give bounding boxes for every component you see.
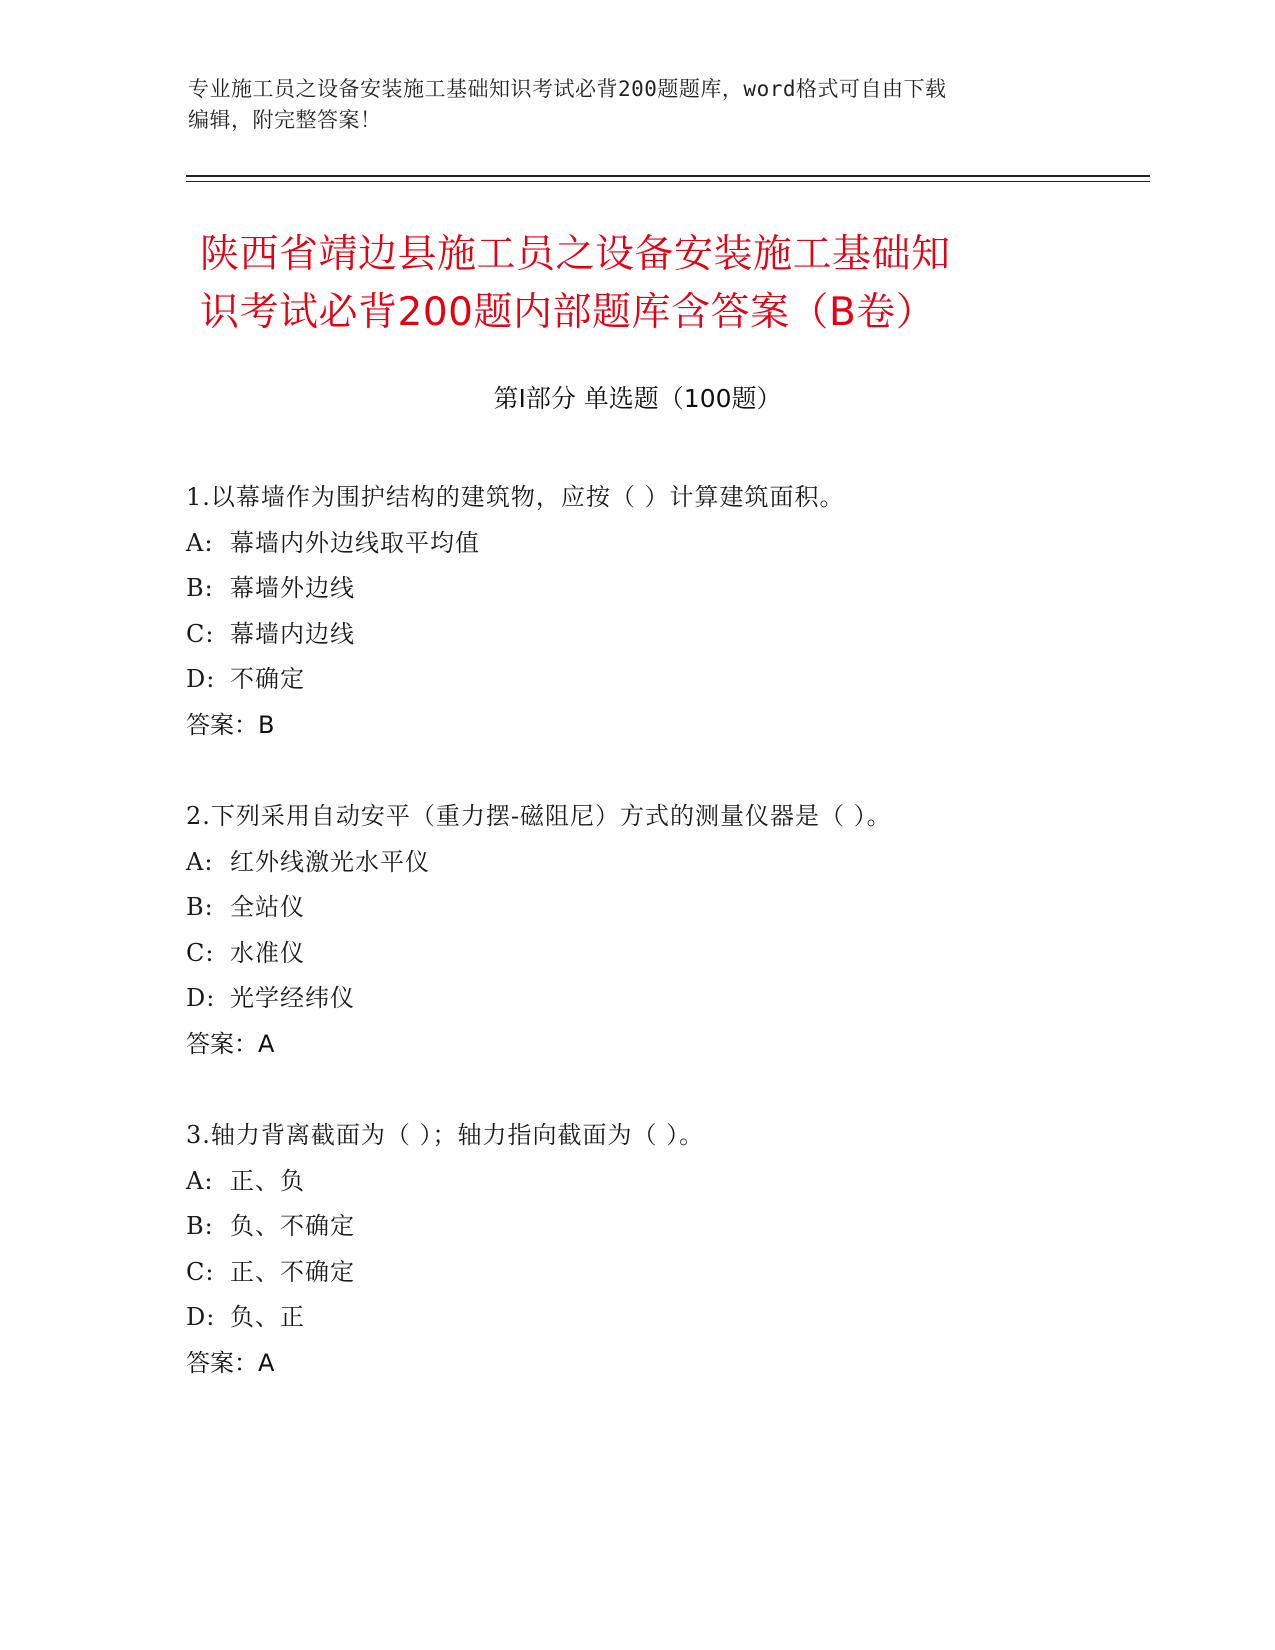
document-title-line1: 陕西省靖边县施工员之设备安装施工基础知 [200,232,951,277]
option-letter: B: [186,1212,214,1240]
question-stem: 2.下列采用自动安平（重力摆-磁阻尼）方式的测量仪器是（ ）。 [186,802,892,830]
option-text: 全站仪 [230,893,305,921]
option-letter: A: [186,1166,214,1195]
option-text: 红外线激光水平仪 [230,847,430,876]
option-b [186,566,1146,612]
option-c [186,612,1146,658]
header-divider-thick [186,175,1150,177]
option-letter: C: [186,1257,215,1286]
option-d [186,976,1146,1022]
answer-line: 答案：A [186,1029,275,1058]
option-b [186,885,1146,931]
header-note-line2: 编辑，附完整答案！ [188,108,382,132]
question-stem: 1.以幕墙作为围护结构的建筑物，应按（ ）计算建筑面积。 [186,483,845,511]
question-stem: 3.轴力背离截面为（ ）；轴力指向截面为（ ）。 [186,1121,705,1149]
header-divider-thin [186,181,1150,182]
document-title [200,226,1080,342]
header-note-line1: 专业施工员之设备安装施工基础知识考试必背200题题库，word格式可自由下载 [188,77,947,101]
option-letter: A: [186,528,214,557]
question-list [186,475,1146,1432]
question-2 [186,794,1146,1067]
option-text: 负、不确定 [230,1212,355,1240]
option-text: 光学经纬仪 [230,984,355,1012]
option-b [186,1204,1146,1250]
option-a [186,1159,1146,1205]
question-1 [186,475,1146,748]
question-3 [186,1113,1146,1386]
option-text: 幕墙内外边线取平均值 [230,528,480,557]
option-text: 不确定 [230,665,305,693]
option-letter: C: [186,938,215,967]
option-text: 负、正 [230,1303,305,1331]
option-letter: B: [186,893,214,921]
option-letter: D: [186,665,216,693]
option-text: 正、负 [230,1166,305,1195]
option-letter: C: [186,619,215,648]
option-d [186,1295,1146,1341]
header-note [188,74,1088,136]
option-letter: A: [186,847,214,876]
option-text: 正、不确定 [230,1257,355,1286]
option-d [186,657,1146,703]
option-letter: B: [186,574,214,602]
option-letter: D: [186,1303,216,1331]
option-c [186,931,1146,977]
answer-line: 答案：A [186,1348,275,1377]
section-heading: 第Ⅰ部分 单选题（100题） [493,384,782,413]
option-a [186,521,1146,567]
option-text: 幕墙外边线 [230,574,355,602]
document-title-line2: 识考试必背200题内部题库含答案（B卷） [200,290,936,335]
option-a [186,840,1146,886]
option-letter: D: [186,984,216,1012]
answer-line: 答案：B [186,710,275,739]
option-c [186,1250,1146,1296]
option-text: 水准仪 [230,938,305,967]
option-text: 幕墙内边线 [230,619,355,648]
